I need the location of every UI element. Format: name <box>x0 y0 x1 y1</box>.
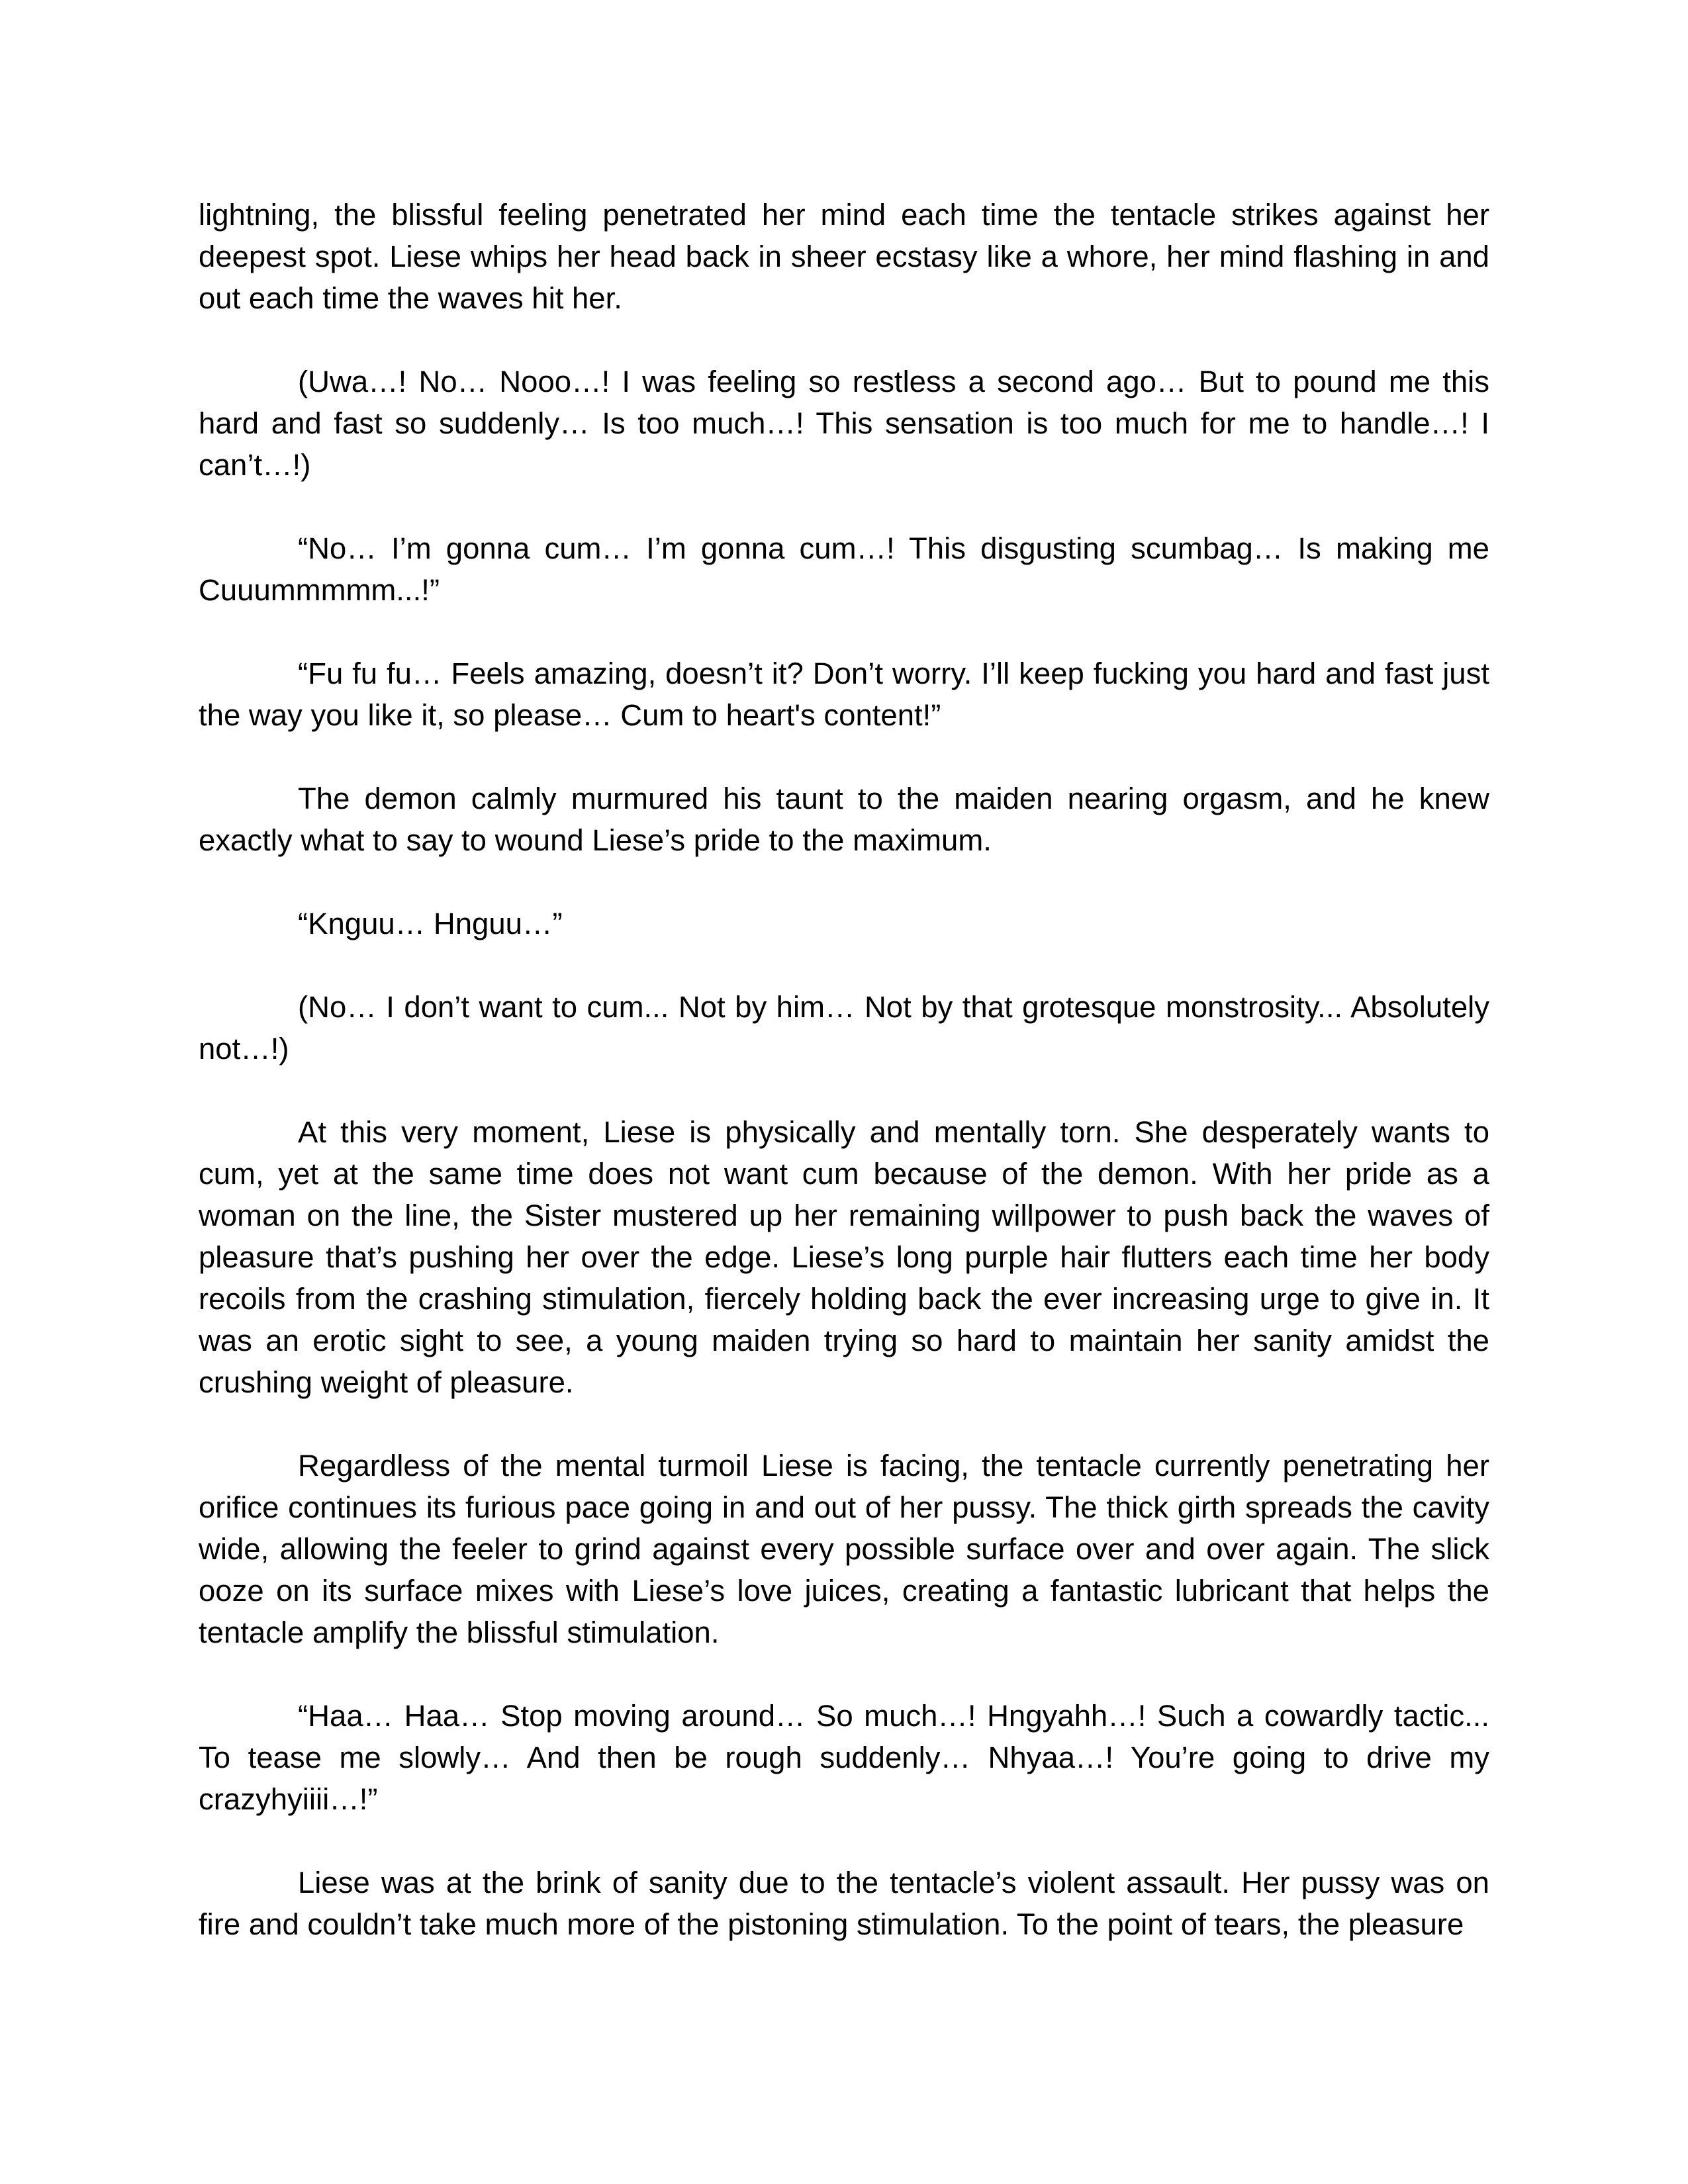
text-line: recoils from the crashing stimulation, fiercely holding back the ever increasing urge to give in. It <box>199 1282 1489 1316</box>
text-line: crazyhyiiii…!” <box>199 1782 378 1816</box>
text-line: “Fu fu fu… Feels amazing, doesn’t it? Don’t worry. I’ll keep fucking you hard and fast just <box>298 657 1489 690</box>
text-line: To tease me slowly… And then be rough suddenly… Nhyaa…! You’re going to drive my <box>199 1741 1489 1774</box>
paragraph <box>199 1695 1489 1820</box>
text-line: deepest spot. Liese whips her head back in sheer ecstasy like a whore, her mind flashing in and <box>199 240 1489 273</box>
text-line: fire and couldn’t take much more of the pistoning stimulation. To the point of tears, the pleasure <box>199 1907 1464 1941</box>
text-line: (No… I don’t want to cum... Not by him… Not by that grotesque monstrosity... Absolutely <box>298 990 1489 1024</box>
paragraph <box>199 527 1489 611</box>
text-line: can’t…!) <box>199 448 311 482</box>
text-line: crushing weight of pleasure. <box>199 1365 574 1399</box>
text-line: woman on the line, the Sister mustered up her remaining willpower to push back the waves of <box>199 1199 1489 1232</box>
text-line: The demon calmly murmured his taunt to the maiden nearing orgasm, and he knew <box>298 782 1489 815</box>
text-line: the way you like it, so please… Cum to heart's content!” <box>199 698 941 732</box>
document-body <box>199 194 1489 1945</box>
text-line: “Knguu… Hnguu…” <box>298 907 563 940</box>
text-line: out each time the waves hit her. <box>199 281 622 315</box>
paragraph <box>199 653 1489 736</box>
paragraph <box>199 361 1489 486</box>
paragraph <box>199 986 1489 1069</box>
text-line: (Uwa…! No… Nooo…! I was feeling so restless a second ago… But to pound me this <box>298 365 1489 398</box>
paragraph <box>199 1111 1489 1403</box>
paragraph <box>199 1445 1489 1653</box>
text-line: ooze on its surface mixes with Liese’s love juices, creating a fantastic lubricant that helps the <box>199 1574 1489 1608</box>
text-line: not…!) <box>199 1032 289 1066</box>
text-line: orifice continues its furious pace going in and out of her pussy. The thick girth spreads the cavity <box>199 1490 1489 1524</box>
paragraph <box>199 1862 1489 1945</box>
text-line: exactly what to say to wound Liese’s pride to the maximum. <box>199 823 992 857</box>
text-line: Regardless of the mental turmoil Liese is facing, the tentacle currently penetrating her <box>298 1449 1489 1482</box>
text-line: tentacle amplify the blissful stimulation. <box>199 1615 720 1649</box>
text-line: was an erotic sight to see, a young maiden trying so hard to maintain her sanity amidst the <box>199 1324 1489 1357</box>
text-line: wide, allowing the feeler to grind against every possible surface over and over again. The slick <box>199 1532 1489 1566</box>
text-line: Liese was at the brink of sanity due to the tentacle’s violent assault. Her pussy was on <box>298 1866 1489 1899</box>
paragraph <box>199 778 1489 861</box>
text-line: pleasure that’s pushing her over the edge. Liese’s long purple hair flutters each time her body <box>199 1240 1489 1274</box>
text-line: lightning, the blissful feeling penetrated her mind each time the tentacle strikes against her <box>199 198 1489 232</box>
text-line: hard and fast so suddenly… Is too much…! This sensation is too much for me to handle…! I <box>199 406 1489 440</box>
paragraph <box>199 903 1489 944</box>
text-line: “No… I’m gonna cum… I’m gonna cum…! This disgusting scumbag… Is making me <box>298 531 1489 565</box>
text-line: cum, yet at the same time does not want cum because of the demon. With her pride as a <box>199 1157 1489 1191</box>
text-line: “Haa… Haa… Stop moving around… So much…! Hngyahh…! Such a cowardly tactic... <box>298 1699 1489 1733</box>
paragraph <box>199 194 1489 319</box>
text-line: Cuuummmmm...!” <box>199 573 440 607</box>
text-line: At this very moment, Liese is physically and mentally torn. She desperately wants to <box>298 1115 1489 1149</box>
